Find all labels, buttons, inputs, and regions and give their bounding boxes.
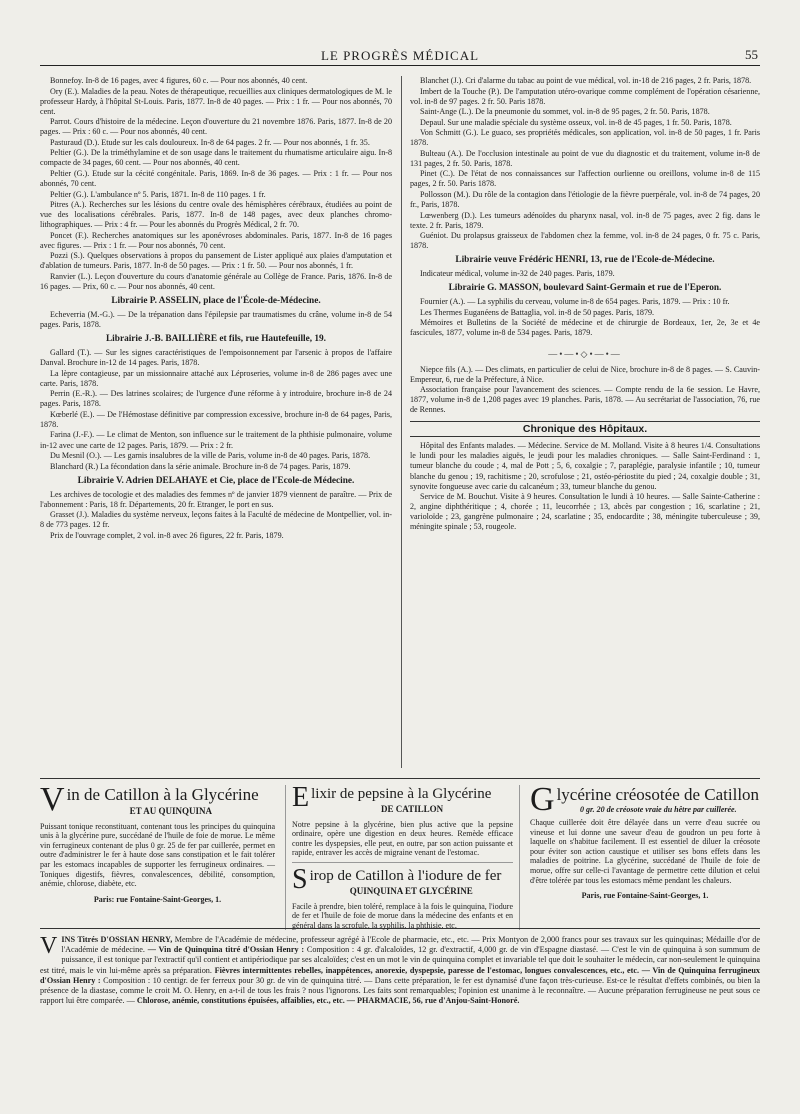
asselin-entries: [40, 310, 392, 330]
henry-para3-bold: — Vin de Quinquina ferrugineux d'Ossian Henry :: [40, 965, 761, 985]
column-divider: [401, 76, 402, 768]
list-item: Von Schmitt (G.). Le guaco, ses propriétés médicales, son application, vol. in-8 de 50 pages, 1 fr. Paris 1878.: [410, 128, 760, 148]
page-number: 55: [745, 47, 758, 62]
ad-subtitle-2: QUINQUINA ET GLYCÉRINE: [349, 885, 473, 896]
henry-title: INS Titrés D'OSSIAN HENRY,: [61, 935, 173, 944]
ad-ossian-henry: [40, 928, 760, 1058]
ad-title-text: lixir de pepsine à la Glycérine: [311, 786, 492, 802]
ad-body: Puissant tonique reconstituant, contenant tous les principes du quinquina unis à la glycérine pure, succédané de l'huile de foie de morue. Le même vin ferrugineux contenant de plus 0 gr. 25 de fer par cuillerée, permet en outre d'administrer le fer à haute dose sans constipation et le fait tolérer par les estomacs incapables de supporter les ferrugineux ordinaires. — Toniques digestifs, fièvres, convalescences, débilité, consomption, anémie, chlorose, diabète, etc.: [40, 821, 275, 889]
drop-cap: V: [40, 781, 65, 818]
publisher-heading-masson: Librairie G. MASSON, boulevard Saint-Germain et rue de l'Eperon.: [448, 283, 722, 294]
henry-para1: Composition : 4 gr. d'alcaloïdes, 12 gr. d'extractif, 4,000 gr. de vin d'Espagne diastasé. — C'est le vin de quinquina à son summum de puissance, il est tonique par l'extractif qu'il contient et antipériodique par ses alcaloïdes; c'est en un mot le vin de quinquina complet et invariable tel que doit le souhaiter le médecin, car non-seulement le quinquina est titré, mais le vin lui-même après sa préparation.: [40, 945, 761, 975]
list-item: Pozzi (S.). Quelques observations à propos du pansement de Lister appliqué aux plaies d'amputation et d'ablation de tumeurs. Paris, 1877. In-8 de 50 pages. — Prix : 1 fr. 50. — Pour nos abonnés, 1 fr.: [40, 251, 392, 271]
list-item: Echeverria (M.-G.). — De la trépanation dans l'épilepsie par traumatismes du crâne, volume in-8 de 54 pages. Paris, 1878.: [40, 309, 392, 330]
chronique-paragraphs: [410, 441, 760, 532]
list-item: Bonnefoy. In-8 de 16 pages, avec 4 figures, 60 c. — Pour nos abonnés, 40 cent.: [50, 76, 308, 85]
henry-para3: Composition : 10 centigr. de fer ferreux pour 30 gr. de vin de quinquina titré. — Dans cette préparation, le fer est dynamisé d'une façon très-curieuse. Est-ce le résultat d'effets combinés, ou bien la présence de la diastase, comme le croit M. O. Henry, en a-t-il de tous les frais ? nous l'ignorons. Les faits sont remarquables; l'opinion est unanime à le reconnaître. — Aucune préparation ferrugineuse ne peut sous ce rapport lui être comparée. —: [40, 975, 760, 1006]
list-item: La lèpre contagieuse, par un missionnaire attaché aux Léproseries, volume in-8 de 286 pages avec une carte. Paris, 1878.: [40, 368, 392, 388]
henry-para1-bold: — Vin de Quinquina titré d'Ossian Henry :: [147, 945, 305, 955]
ad-vin-catillon: [40, 781, 275, 904]
publisher-heading-henri: Librairie veuve Frédéric HENRI, 13, rue de l'Ecole-de-Médecine.: [455, 255, 715, 266]
after-ornament-entries: [410, 365, 760, 416]
ad-subtitle: ET AU QUINQUINA: [129, 806, 212, 816]
list-item: Grasset (J.). Maladies du système nerveux, leçons faites à la Faculté de médecine de Montpellier, vol. in-8 de 773 pages. 12 fr.: [40, 510, 392, 530]
list-item: Indicateur médical, volume in-32 de 240 pages. Paris, 1879.: [420, 269, 615, 279]
ad-subtitle: DE CATILLON: [381, 804, 444, 814]
list-item: Mémoires et Bulletins de la Société de médecine et de chirurgie de Bordeaux, 1er, 2e, 3e et 4e fascicules, 1877, volume in-8 de 534 pages. Paris, 1879.: [410, 318, 760, 338]
ad-separator: [292, 862, 513, 863]
ad-title-text: lycérine créosotée de Catillon: [556, 785, 760, 804]
list-item: Parrot. Cours d'histoire de la médecine. Leçon d'ouverture du 21 novembre 1876. Paris, 1877. In-8 de 20 pages. — Prix : 60 c. — Pour nos abonnés, 40 cent.: [40, 117, 392, 137]
list-item: Saint-Ange (L.). De la pneumonie du sommet, vol. in-8 de 95 pages, 2 fr. 50. Paris, 1878.: [420, 107, 710, 117]
ad-title-text: in de Catillon à la Glycérine: [66, 785, 259, 804]
list-item: Les archives de tocologie et des maladies des femmes nº de janvier 1879 viennent de paraître. — Prix de l'abonnement : Paris, 18 fr. Départements, 20 fr. Etranger, le port en sus.: [40, 489, 392, 509]
list-item: Pollosson (M.). Du rôle de la contagion dans l'étiologie de la fièvre puerpérale, vol. in-8 de 74 pages, 20 fr., Paris, 1878.: [410, 190, 760, 210]
list-item: Fournier (A.). — La syphilis du cerveau, volume in-8 de 654 pages. Paris, 1879. — Prix : 10 fr.: [420, 297, 730, 307]
right-column: [410, 76, 760, 766]
list-item: Poncet (F.). Recherches anatomiques sur les aponévroses abdominales. Paris, 1877. In-8 de 16 pages avec figures. — Prix : 1 fr. — Pour nos abonnés, 70 cent.: [40, 230, 392, 250]
henry-line1: Membre de l'Académie de médecine, professeur agrégé à l'Ecole de pharmacie, etc., etc. — Prix Montyon de 2,000 francs pour ses travaux sur les quinquinas; Médaille d'or de l'Académie de médecine.: [61, 935, 760, 955]
list-item: Du Mesnil (O.). — Les garnis insalubres de la ville de Paris, volume in-8 de 40 pages. Paris, 1878.: [50, 451, 371, 461]
list-item: Association française pour l'avancement des sciences. — Compte rendu de la 6e session. Le Havre, 1877, volume in-8 de 1,208 pages avec 19 planches. Paris, 1878. — Au secrétariat de l'association, 76, rue de Rennes.: [410, 385, 760, 415]
list-item: Blanchard (R.) La fécondation dans la série animale. Brochure in-8 de 74 pages. Paris, 1879.: [50, 461, 351, 471]
list-item: Guéniot. Du prolapsus graisseux de l'abdomen chez la femme, vol. in-8 de 24 pages, 0 fr. 75 c. Paris, 1878.: [410, 231, 760, 251]
section-ornament: —•—•◇•—•—: [548, 348, 622, 359]
publisher-heading-delahaye: Librairie V. Adrien DELAHAYE et Cie, place de l'Ecole-de Médecine.: [77, 475, 355, 486]
ad-body-2: Facile à prendre, bien toléré, remplace à la fois le quinquina, l'iodure de fer et l'huile de foie de morue dans la médecine des enfants et en général dans la scrofule, la syphilis, la phthisie, etc.: [292, 901, 513, 930]
ad-address: Paris, rue Fontaine-Saint-Georges, 1.: [581, 891, 709, 901]
list-item: Peltier (G.). Etude sur la cécité congénitale. Paris, 1869. In-8 de 36 pages. — Prix : 1 fr. — Pour nos abonnés, 70 cent.: [40, 168, 392, 188]
page-header: [40, 46, 760, 66]
list-item: Ory (E.). Maladies de la peau. Notes de thérapeutique, recueillies aux cliniques dermatologiques de M. le professeur Hardy, à l'hôpital St-Louis. Paris, 1877. In-8 de 40 pages. — Prix : 1 fr. — Pour nos abonnés, 70 cent.: [40, 86, 392, 116]
list-item: Blanchet (J.). Cri d'alarme du tabac au point de vue médical, vol. in-18 de 216 pages, 2 fr. Paris, 1878.: [420, 76, 752, 85]
list-item: Depaul. Sur une maladie spéciale du système osseux, vol. in-8 de 45 pages, 1 fr. 50. Paris, 1878.: [420, 117, 732, 127]
henri-entries: [410, 269, 760, 279]
list-item: Peltier (G.). L'ambulance nº 5. Paris, 1871. In-8 de 110 pages. 1 fr.: [50, 189, 266, 199]
list-item: Farina (J.-F.). — Le climat de Menton, son influence sur le traitement de la phthisie pulmonaire, volume in-12 avec une carte de 12 pages. Paris, 1879. — Prix : 2 fr.: [40, 430, 392, 450]
list-item: Les Thermes Euganéens de Battaglia, vol. in-8 de 50 pages. Paris, 1879.: [420, 307, 655, 317]
list-item: Lœwenberg (D.). Les tumeurs adénoïdes du pharynx nasal, vol. in-8 de 75 pages, avec 2 fig. dans le texte. 2 fr. Paris, 1879.: [410, 210, 760, 230]
list-item: Service de M. Bouchut. Visite à 9 heures. Consultation le lundi à 10 heures. — Salle Sainte-Catherine : 2, angine diphthéritique ; 4, chorée ; 11, leucorrhée ; 13, abcès par congestion ; 16, scarlatine ; 21, varioloïde ; 23, gangrène pulmonaire ; 24, scarlatine ; 35, endocardite ; 38, méningite tuberculeuse ; 39, méningite spinale ; 53, rougeole.: [410, 492, 760, 532]
ad-body: Chaque cuillerée doit être délayée dans un verre d'eau sucrée ou vineuse et lui donne une saveur d'eau de goudron un peu forte à laquelle on s'habitue facilement. Il est essentiel de diluer la créosote pour éviter son action caustique et utiliser ses bons effets dans les maladies de poitrine. La glycérine, succédané de l'huile de foie de morue, offre sur celle-ci l'avantage de permettre cette dilution et celui d'être tolérée par tous les estomacs même pendant les chaleurs.: [530, 818, 760, 885]
list-item: Ranvier (L.). Leçon d'ouverture du cours d'anatomie générale au Collège de France. Paris, 1876. In-8 de 16 pages. — Prix, 60 c. — Pour nos abonnés, 40 cent.: [40, 271, 392, 291]
delahaye-entries: [40, 490, 392, 541]
ad-body: Notre pepsine à la glycérine, bien plus active que la pepsine ordinaire, opère une digestion en deux heures. Remède efficace contre les dyspepsies, elle peut, en outre, par son action puissante et rapide, entraver les accès de migraine venant de l'estomac.: [292, 819, 513, 858]
ad-title-text: irop de Catillon à l'iodure de fer: [309, 867, 502, 884]
list-item: Hôpital des Enfants malades. — Médecine. Service de M. Molland. Visite à 8 heures 1/4. Consultations le lundi pour les maladies aiguës, le jeudi pour les maladies chroniques. — Salle Saint-Ferdinand : 1, tumeur blanche du coude ; 4, mal de Pott ; 5, 6, coxalgie ; 7, paraplégie, paralysie infantile ; 10, tumeur blanche du genou ; 19, rachitisme ; 20, scrofulose ; 21, ostéo-périostite du pied ; 24, coxalgie double ; 31, synovite fongueuse avec carie du calcanéum ; 33, tumeur blanche du genou.: [410, 441, 760, 491]
ad-address: Paris: rue Fontaine-Saint-Georges, 1.: [93, 894, 222, 904]
drop-cap: V: [40, 933, 58, 959]
list-item: Gallard (T.). — Sur les signes caractéristiques de l'empoisonnement par l'arsenic à propos de l'affaire Danval. Brochure in-12 de 14 pages. Paris, 1878.: [40, 348, 392, 368]
list-item: Kœberlé (E.). — De l'Hémostase définitive par compression excessive, brochure in-8 de 64 pages, Paris, 1878.: [40, 409, 392, 429]
henry-para2-bold: Fièvres intermittentes rebelles, inappétences, anorexie, dyspepsie, paresse de l'estomac, longues convalescences, etc., etc.: [214, 965, 640, 975]
ad-subtitle: 0 gr. 20 de créosote vraie du hêtre par cuillerée.: [579, 805, 737, 814]
advertisements: [40, 778, 760, 928]
list-item: Bulteau (A.). De l'occlusion intestinale au point de vue du diagnostic et du traitement, volume in-8 de 131 pages, 2 fr. 50. Paris, 1878.: [410, 148, 760, 168]
list-item: Prix de l'ouvrage complet, 2 vol. in-8 avec 26 figures, 22 fr. Paris, 1879.: [50, 530, 284, 540]
publisher-heading-asselin: Librairie P. ASSELIN, place de l'École-de-Médecine.: [111, 295, 321, 306]
left-entries-top: [40, 76, 392, 292]
drop-cap: E: [292, 782, 310, 813]
list-item: Perrin (E.-R.). — Des latrines scolaires; de l'urgence d'une réforme à y introduire, brochure in-8 de 24 pages. Paris, 1878.: [40, 389, 392, 409]
publisher-heading-bailliere: Librairie J.-B. BAILLIÈRE et fils, rue Hautefeuille, 19.: [105, 334, 327, 345]
list-item: Imbert de la Touche (P.). De l'amputation utéro-ovarique comme complément de l'opération césarienne, vol. in-8 de 97 pages. 2 fr. 50. Paris 1878.: [410, 86, 760, 106]
list-item: Pasturaud (D.). Etude sur les cals douloureux. In-8 de 64 pages. 2 fr. — Pour nos abonnés, 1 fr. 35.: [50, 137, 370, 147]
list-item: Pitres (A.). Recherches sur les lésions du centre ovale des hémisphères cérébraux, étudiées au point de vue des localisations cérébrales. Paris, 1877. In-8 de 148 pages, avec deux planches chromo-lithographiques. — Prix : 4 fr. — Pour les abonnés du Progrès Médical, 2 fr. 70.: [40, 200, 392, 230]
chronique-title: Chronique des Hôpitaux.: [410, 421, 760, 437]
journal-title: LE PROGRÈS MÉDICAL: [320, 48, 480, 63]
henry-para3-tail: Chlorose, anémie, constitutions épuisées, affaiblies, etc., etc. — PHARMACIE, 56, rue d'Anjou-Saint-Honoré.: [136, 996, 520, 1006]
drop-cap: G: [530, 781, 555, 818]
ad-elixir-pepsine: [285, 782, 520, 930]
list-item: Pinet (C.). De l'état de nos connaissances sur l'affection ourlienne ou oreillons, volume in-8 de 115 pages, 2 fr. 50. Paris 1878.: [410, 169, 760, 189]
ad-glycerine-creosotee: [530, 781, 760, 901]
bailliere-entries: [40, 348, 392, 472]
drop-cap: S: [292, 863, 308, 895]
masson-entries: [410, 297, 760, 338]
list-item: Niepce fils (A.). — Des climats, en particulier de celui de Nice, brochure in-8 de 8 pages. — S. Cauvin-Empereur, 6, rue de la Préfecture, à Nice.: [410, 364, 760, 384]
right-entries-top: [410, 76, 760, 251]
list-item: Peltier (G.). De la triméthylamine et de son usage dans le traitement du rhumatisme articulaire aigu. In-8 compacte de 34 pages, 60 cent. — Pour nos abonnés, 40 cent.: [40, 148, 392, 168]
left-column: [40, 76, 392, 764]
